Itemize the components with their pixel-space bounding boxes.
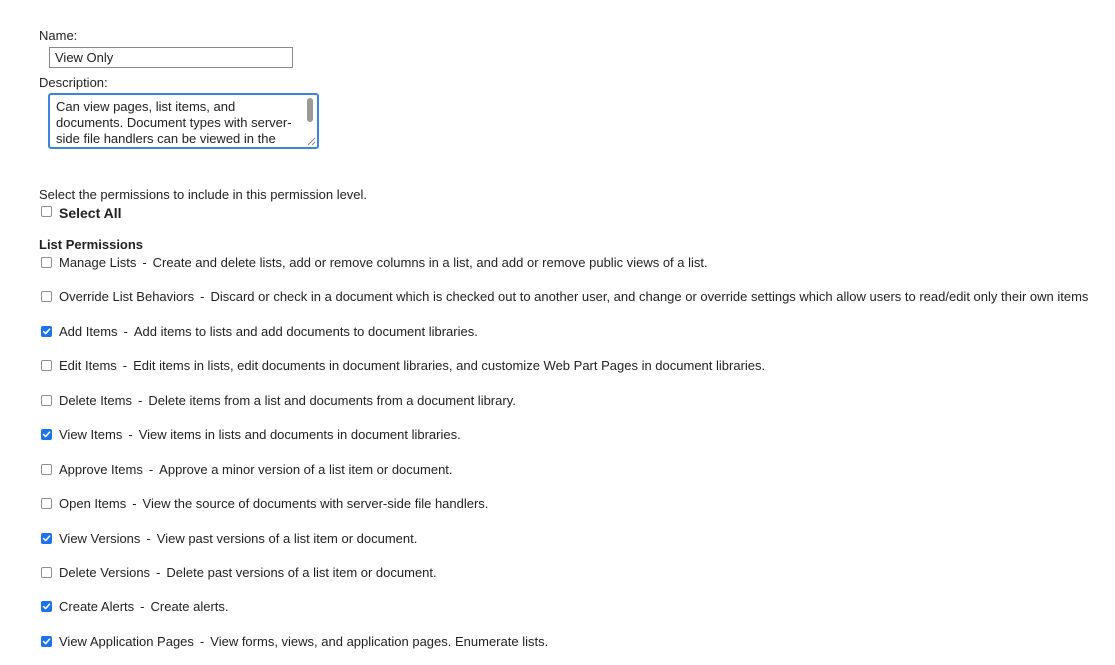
permission-text: [59, 531, 417, 547]
permission-row: [0, 393, 1115, 411]
permission-name: Open Items: [59, 496, 127, 511]
permission-separator: -: [148, 462, 154, 477]
permission-checkbox[interactable]: [41, 533, 52, 544]
permission-checkbox[interactable]: [41, 498, 52, 509]
permission-separator: -: [128, 427, 133, 442]
name-label: Name:: [39, 28, 78, 43]
permission-name: Manage Lists: [59, 255, 137, 270]
permission-row: [0, 427, 1115, 445]
permission-row: [0, 531, 1115, 549]
permission-name: Delete Versions: [59, 565, 151, 580]
permission-separator: -: [199, 634, 205, 649]
permission-description: Delete items from a list and documents from a document library.: [148, 393, 516, 408]
description-textarea-container[interactable]: [48, 93, 319, 149]
permission-description: View forms, views, and application pages. Enumerate lists.: [210, 634, 549, 649]
permission-text: [59, 599, 229, 615]
permission-checkbox[interactable]: [41, 429, 52, 440]
permission-row: [0, 462, 1115, 480]
permission-row: [0, 565, 1115, 583]
permission-row: [0, 634, 1115, 652]
permission-separator: -: [140, 599, 145, 614]
permission-row: [0, 289, 1115, 307]
permission-checkbox[interactable]: [41, 395, 52, 406]
permission-name: View Versions: [59, 531, 141, 546]
permission-description: View items in lists and documents in document libraries.: [138, 427, 461, 442]
permission-description: Edit items in lists, edit documents in document libraries, and customize Web Part Pages in document libraries.: [133, 358, 766, 373]
permission-name: Override List Behaviors: [59, 289, 195, 304]
permission-checkbox[interactable]: [41, 291, 52, 302]
permission-text: [59, 634, 548, 650]
permission-text: [59, 462, 453, 478]
permission-checkbox[interactable]: [41, 360, 52, 371]
permission-name: Edit Items: [59, 358, 117, 373]
permission-separator: -: [132, 496, 137, 511]
permission-separator: -: [200, 289, 205, 304]
permission-row: [0, 324, 1115, 342]
permission-separator: -: [146, 531, 151, 546]
description-scrollbar-thumb[interactable]: [307, 98, 313, 122]
permission-text: [59, 393, 516, 409]
permission-description: Delete past versions of a list item or document.: [166, 565, 437, 580]
permission-checkbox[interactable]: [41, 464, 52, 475]
description-label: Description:: [39, 75, 108, 90]
select-all-label: Select All: [59, 205, 122, 221]
description-textarea[interactable]: [56, 99, 298, 147]
resize-grip-icon[interactable]: [307, 137, 316, 146]
permission-name: Delete Items: [59, 393, 132, 408]
permission-name: Approve Items: [59, 462, 143, 477]
permission-description: Discard or check in a document which is checked out to another user, and change or override settings which allow users to read/edit only their own items: [210, 289, 1089, 304]
permission-checkbox[interactable]: [41, 567, 52, 578]
permission-separator: -: [137, 393, 143, 408]
permission-text: [59, 496, 488, 512]
permission-checkbox[interactable]: [41, 257, 52, 268]
permission-checkbox[interactable]: [41, 636, 52, 647]
permission-description: Add items to lists and add documents to document libraries.: [133, 324, 478, 339]
permission-description: Create alerts.: [150, 599, 229, 614]
permission-text: [59, 324, 478, 340]
permission-separator: -: [156, 565, 161, 580]
permission-text: [59, 565, 437, 581]
select-all-checkbox[interactable]: [41, 206, 52, 217]
permission-text: [59, 427, 461, 443]
permission-description: View the source of documents with server-side file handlers.: [142, 496, 489, 511]
permissions-intro: Select the permissions to include in this permission level.: [39, 187, 368, 202]
permission-separator: -: [122, 358, 128, 373]
list-permissions-heading: List Permissions: [39, 237, 144, 252]
permission-separator: -: [142, 255, 147, 270]
permission-name: Create Alerts: [59, 599, 135, 614]
name-input[interactable]: [49, 47, 293, 68]
permission-description: Approve a minor version of a list item or document.: [159, 462, 453, 477]
permission-row: [0, 599, 1115, 617]
permission-row: [0, 496, 1115, 514]
permission-name: Add Items: [59, 324, 118, 339]
permission-row: [0, 255, 1115, 273]
permission-name: View Application Pages: [59, 634, 194, 649]
permission-text: [59, 255, 708, 271]
permission-separator: -: [123, 324, 128, 339]
permission-description: Create and delete lists, add or remove columns in a list, and add or remove public views of a list.: [152, 255, 708, 270]
permission-description: View past versions of a list item or document.: [156, 531, 418, 546]
permission-row: [0, 358, 1115, 376]
permission-checkbox[interactable]: [41, 326, 52, 337]
permission-checkbox[interactable]: [41, 601, 52, 612]
permission-text: [59, 358, 765, 374]
permission-name: View Items: [59, 427, 123, 442]
permission-text: [59, 289, 1088, 305]
